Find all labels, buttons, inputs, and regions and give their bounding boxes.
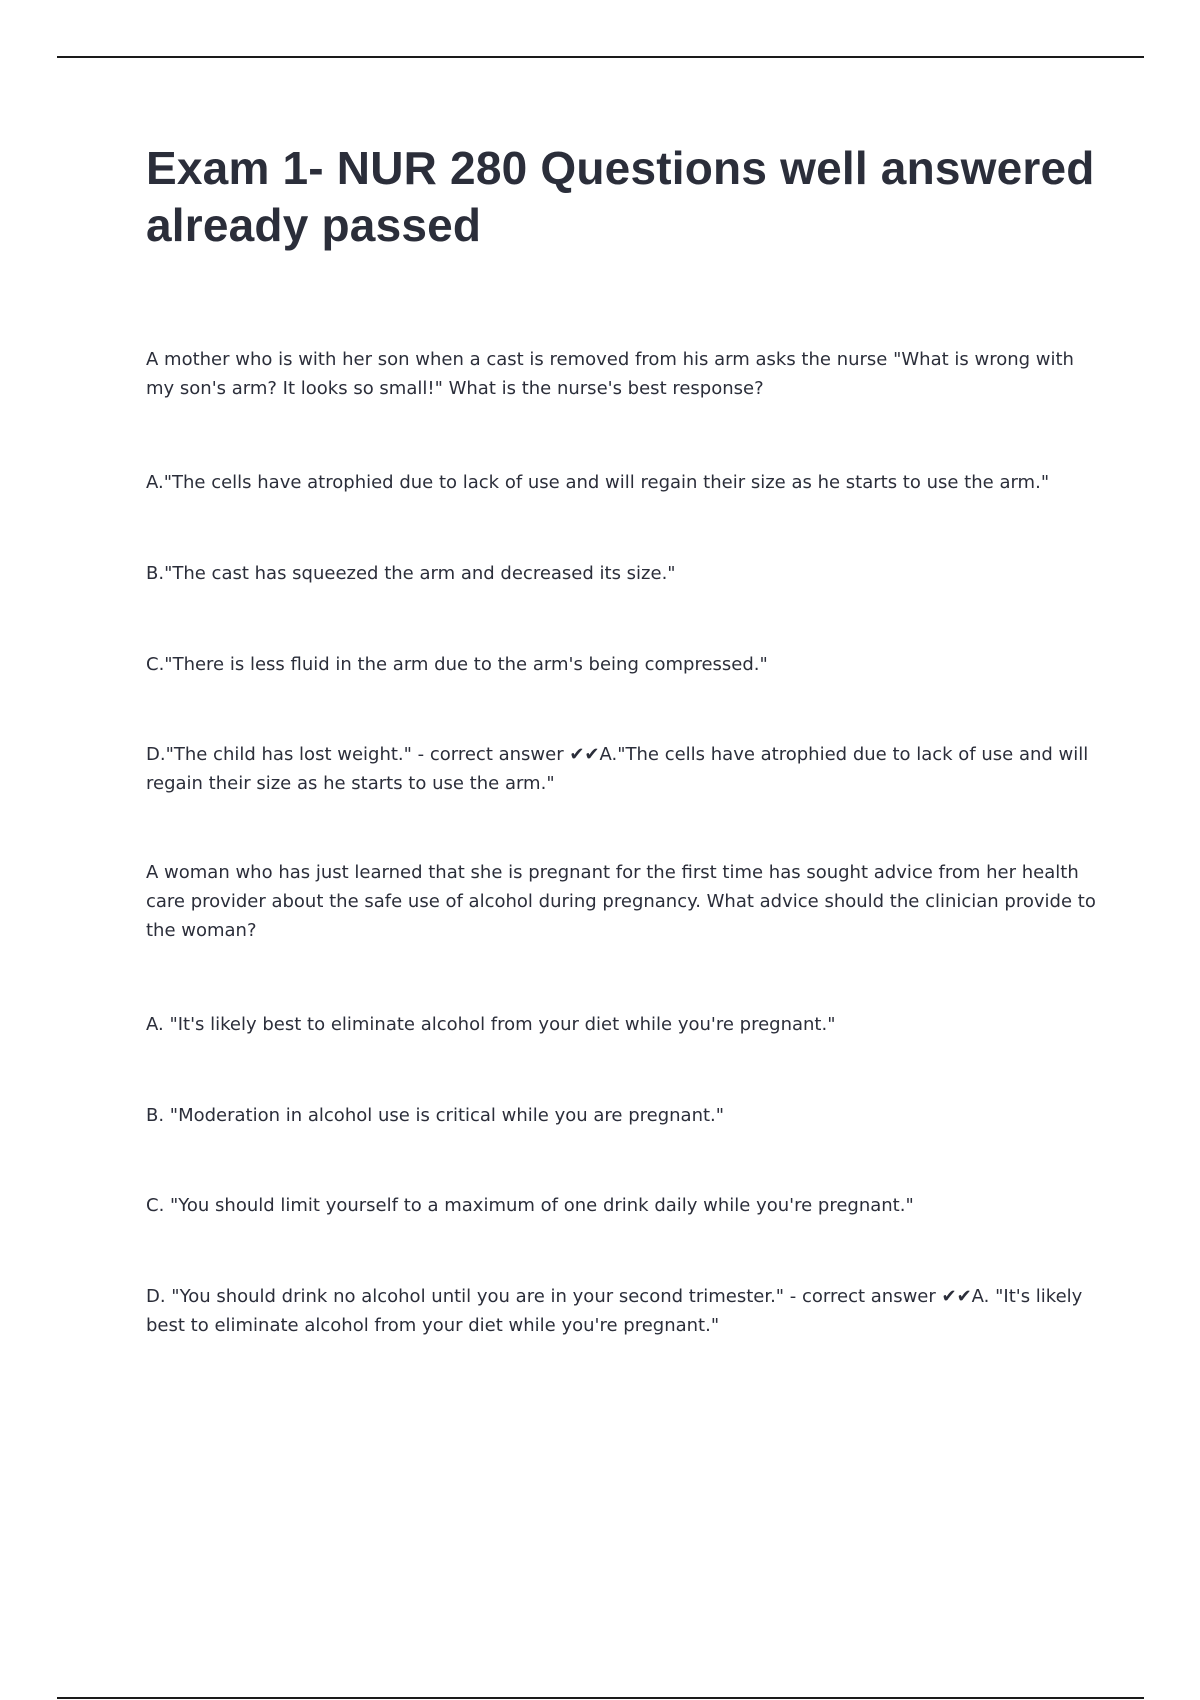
document-header bbox=[146, 140, 1106, 254]
question-2-stem: A woman who has just learned that she is pregnant for the first time has sought advice from her health care provider about the safe use of alcohol during pregnancy. What advice should the clinician provide to the woman? bbox=[146, 862, 1096, 941]
question-1-option-d-with-answer: D."The child has lost weight." - correct answer ✔✔A."The cells have atrophied due to lack of use and will regain their size as he starts to use the arm." bbox=[146, 744, 1089, 794]
question-2-option-d-with-answer: D. "You should drink no alcohol until you are in your second trimester." - correct answer ✔✔A. "It's likely best to eliminate alcohol from your diet while you're pregnant." bbox=[146, 1286, 1083, 1336]
question-1-stem: A mother who is with her son when a cast is removed from his arm asks the nurse "What is wrong with my son's arm? It looks so small!" What is the nurse's best response? bbox=[146, 349, 1074, 399]
question-2-option-c: C. "You should limit yourself to a maximum of one drink daily while you're pregnant." bbox=[146, 1195, 914, 1216]
question-1-option-c: C."There is less fluid in the arm due to the arm's being compressed." bbox=[146, 654, 768, 675]
bottom-divider bbox=[57, 1697, 1144, 1699]
question-2-option-a: A. "It's likely best to eliminate alcohol from your diet while you're pregnant." bbox=[146, 1014, 836, 1035]
question-2-option-b: B. "Moderation in alcohol use is critical while you are pregnant." bbox=[146, 1105, 725, 1126]
document-title: Exam 1- NUR 280 Questions well answered already passed bbox=[146, 142, 1095, 251]
top-divider bbox=[57, 56, 1144, 58]
question-1-option-a: A."The cells have atrophied due to lack of use and will regain their size as he starts to use the arm." bbox=[146, 472, 1050, 493]
question-1-option-b: B."The cast has squeezed the arm and decreased its size." bbox=[146, 563, 676, 584]
